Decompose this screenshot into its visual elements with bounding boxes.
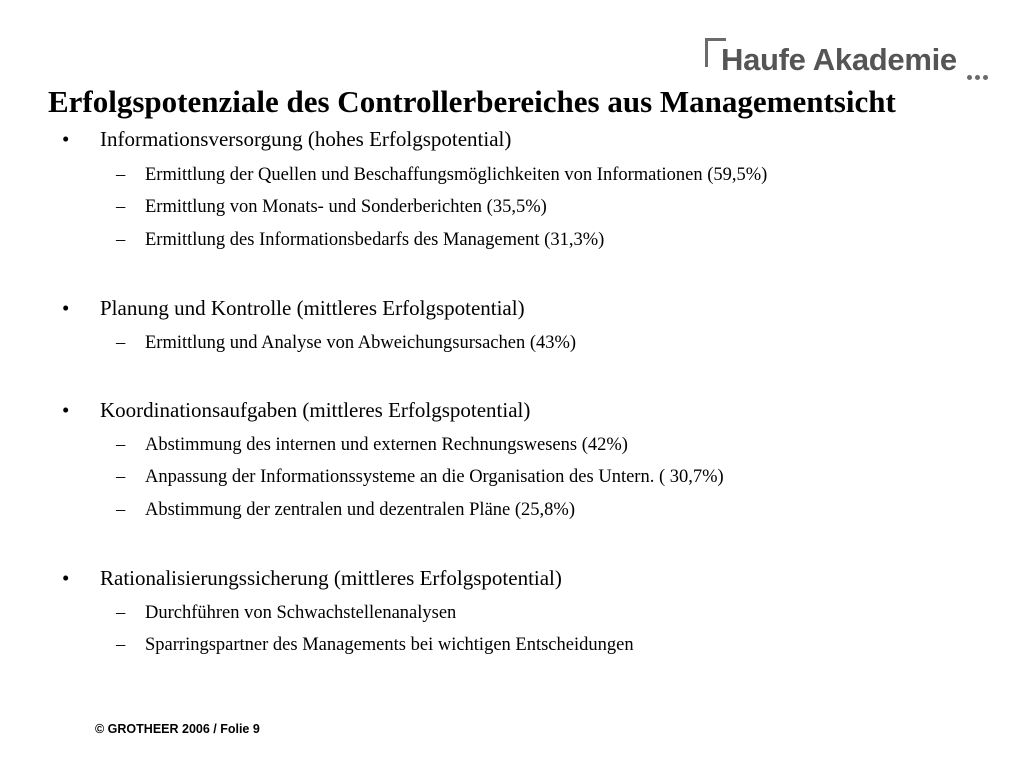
sub-item-label: Ermittlung und Analyse von Abweichungsursachen (43%) [145, 333, 577, 353]
dash-icon: – [116, 467, 126, 487]
bullet-label: Planung und Kontrolle (mittleres Erfolgspotential) [100, 296, 525, 320]
sub-item-label: Durchführen von Schwachstellenanalysen [145, 603, 457, 623]
dash-icon: – [116, 230, 126, 250]
dash-icon: – [116, 603, 126, 623]
bullet-icon: • [62, 566, 70, 590]
dash-icon: – [116, 333, 126, 353]
dash-icon: – [116, 435, 126, 455]
footer-copyright: © GROTHEER 2006 / Folie 9 [95, 722, 260, 736]
logo-text: Haufe Akademie [721, 42, 957, 77]
sub-item-label: Ermittlung der Quellen und Beschaffungsmöglichkeiten von Informationen (59,5%) [145, 165, 768, 185]
bullet-icon: • [62, 296, 70, 320]
bullet-label: Informationsversorgung (hohes Erfolgspotential) [100, 127, 512, 151]
dash-icon: – [116, 635, 126, 655]
dash-icon: – [116, 197, 126, 217]
sub-item-label: Anpassung der Informationssysteme an die Organisation des Untern. ( 30,7%) [145, 467, 724, 487]
bullet-label: Rationalisierungssicherung (mittleres Erfolgspotential) [100, 566, 562, 590]
sub-item-label: Sparringspartner des Managements bei wichtigen Entscheidungen [145, 635, 634, 655]
bullet-label: Koordinationsaufgaben (mittleres Erfolgspotential) [100, 398, 531, 422]
haufe-akademie-logo [705, 38, 995, 88]
logo-dots-icon [967, 75, 988, 80]
sub-item-label: Ermittlung von Monats- und Sonderberichten (35,5%) [145, 197, 547, 217]
sub-item-label: Abstimmung der zentralen und dezentralen Pläne (25,8%) [145, 500, 575, 520]
dash-icon: – [116, 500, 126, 520]
slide-title: Erfolgspotenziale des Controllerbereiches aus Managementsicht [48, 84, 896, 119]
dash-icon: – [116, 165, 126, 185]
sub-item-label: Ermittlung des Informationsbedarfs des Management (31,3%) [145, 230, 605, 250]
bullet-icon: • [62, 398, 70, 422]
sub-item-label: Abstimmung des internen und externen Rechnungswesens (42%) [145, 435, 628, 455]
bullet-icon: • [62, 127, 70, 151]
